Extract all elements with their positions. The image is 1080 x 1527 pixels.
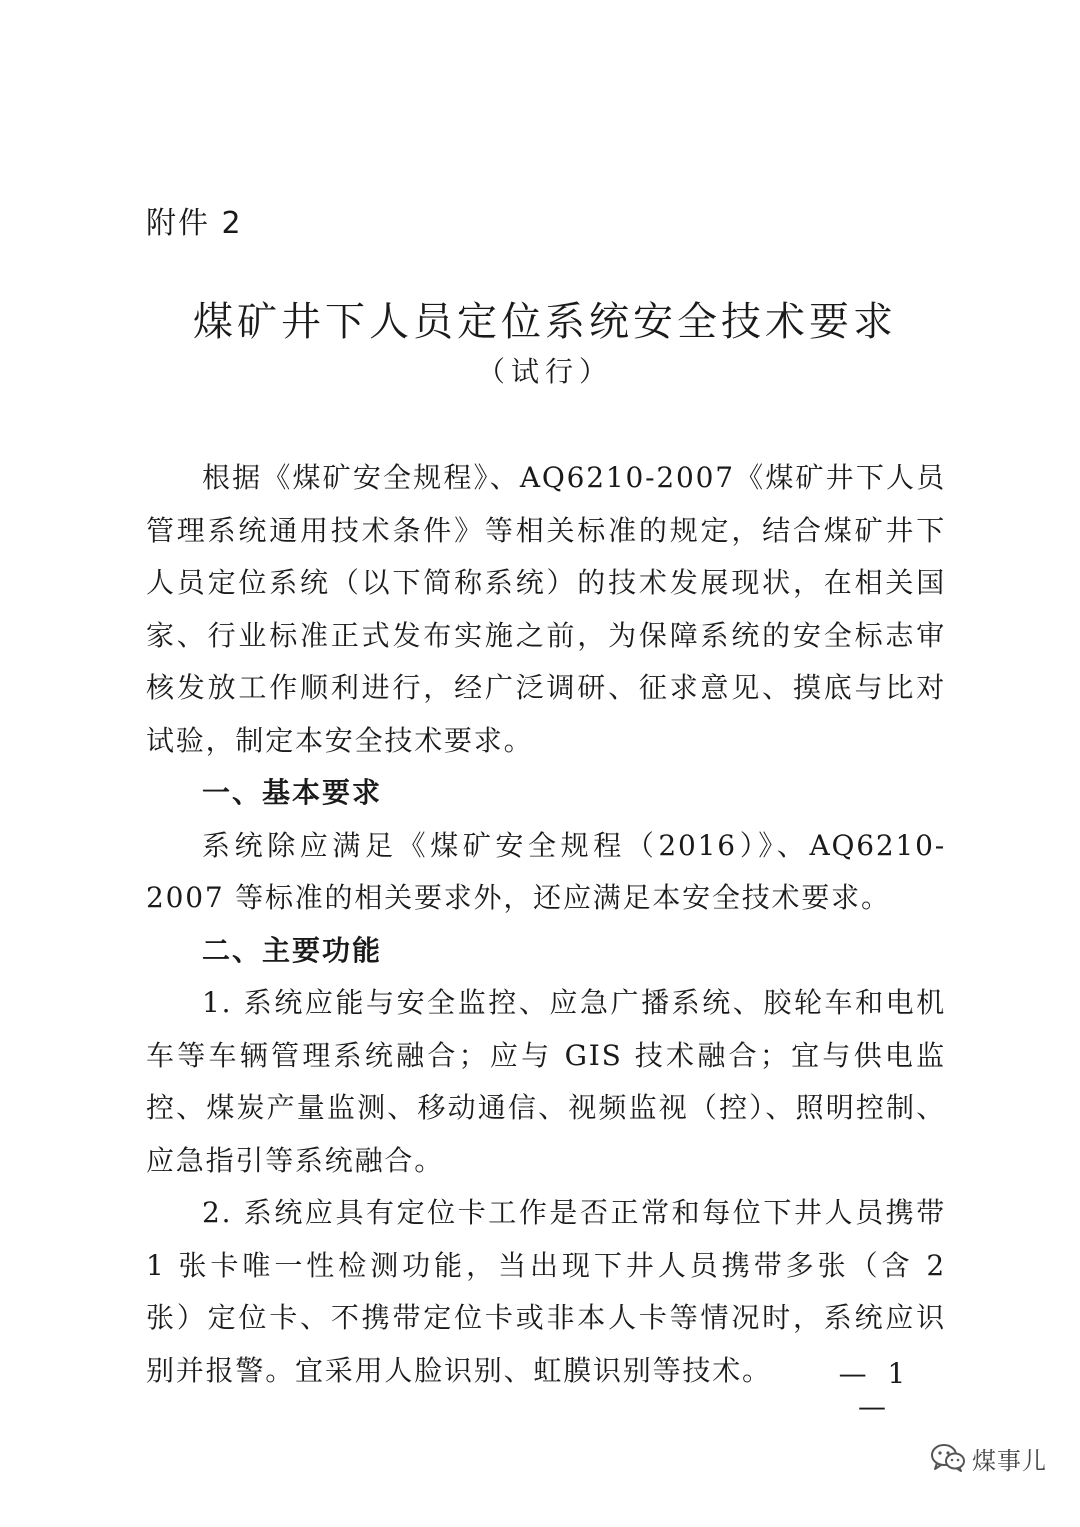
document-title: 煤矿井下人员定位系统安全技术要求: [193, 299, 897, 345]
attachment-label: 附件 2: [146, 206, 243, 241]
function-item-2: 2. 系统应具有定位卡工作是否正常和每位下井人员携带 1 张卡唯一性检测功能，当出现下井人员携带多张（含 2 张）定位卡、不携带定位卡或非本人卡等情况时，系统应识别并报警。宜采用人脸识别、虹膜识别等技术。: [146, 1196, 946, 1387]
watermark: [930, 1438, 1047, 1478]
function-item-1: 1. 系统应能与安全监控、应急广播系统、胶轮车和电机车等车辆管理系统融合；应与 GIS 技术融合；宜与供电监控、煤炭产量监测、移动通信、视频监视（控）、照明控制、应急指引等系统融合。: [146, 986, 946, 1177]
document-body: [146, 452, 946, 1397]
basic-requirements-paragraph: 系统除应满足《煤矿安全规程（2016）》、AQ6210-2007 等标准的相关要求外，还应满足本安全技术要求。: [146, 828, 946, 914]
document-subtitle: （试行）: [476, 355, 613, 388]
section-heading-functions: 二、主要功能: [202, 933, 383, 967]
section-heading-basic: 一、基本要求: [202, 776, 383, 809]
wechat-icon: [930, 1442, 966, 1474]
page-number: — 1 —: [838, 1357, 912, 1423]
intro-paragraph: 根据《煤矿安全规程》、AQ6210-2007《煤矿井下人员管理系统通用技术条件》等相关标准的规定，结合煤矿井下人员定位系统（以下简称系统）的技术发展现状，在相关国家、行业标准正式发布实施之前，为保障系统的安全标志审核发放工作顺利进行，经广泛调研、征求意见、摸底与比对试验，制定本安全技术要求。: [146, 461, 946, 757]
watermark-text: 煤事儿: [972, 1446, 1047, 1475]
